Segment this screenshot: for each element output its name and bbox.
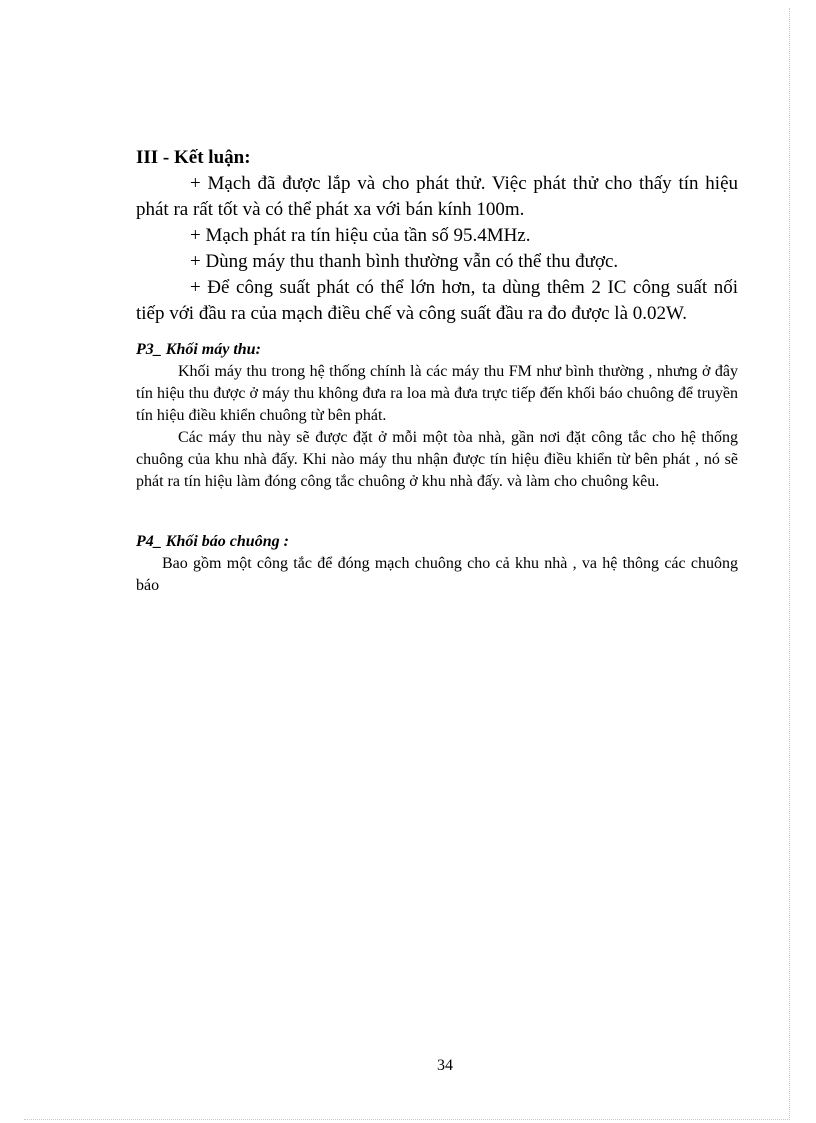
document-content: [136, 145, 738, 597]
bell-block-heading: P4_ Khối báo chuông :: [136, 533, 289, 550]
conclusion-heading: III - Kết luận:: [136, 147, 251, 168]
receiver-block-section: [136, 339, 738, 493]
bell-block-paragraph: Bao gồm một công tắc để đóng mạch chuông cho cả khu nhà , va hệ thông các chuông báo: [136, 555, 738, 594]
page-number: 34: [437, 1057, 453, 1074]
receiver-block-paragraph: Các máy thu này sẽ được đặt ở mỗi một tòa nhà, gần nơi đặt công tắc cho hệ thống chuông của khu nhà đấy. Khi nào máy thu nhận được tín hiệu điều khiển từ bên phát , nó sẽ phát ra tín hiệu làm đóng công tắc chuông ở khu nhà đấy. và làm cho chuông kêu.: [136, 429, 738, 490]
conclusion-paragraph: + Mạch đã được lắp và cho phát thử. Việc phát thử cho thấy tín hiệu phát ra rất tốt và có thể phát xa với bán kính 100m.: [136, 173, 738, 220]
conclusion-section: [136, 145, 738, 327]
conclusion-paragraph: + Dùng máy thu thanh bình thường vẫn có thể thu được.: [190, 251, 619, 272]
receiver-block-paragraph: Khối máy thu trong hệ thống chính là các máy thu FM như bình thường , nhưng ở đây tín hiệu thu được ở máy thu không đưa ra loa mà đưa trực tiếp đến khối báo chuông để truyền tín hiệu điều khiển chuông từ bên phát.: [136, 363, 738, 424]
bell-block-section: [136, 531, 738, 597]
conclusion-paragraph: + Để công suất phát có thể lớn hơn, ta dùng thêm 2 IC công suất nối tiếp với đầu ra của mạch điều chế và công suất đầu ra đo được là 0.02W.: [136, 277, 738, 324]
receiver-block-heading: P3_ Khối máy thu:: [136, 341, 261, 358]
conclusion-paragraph: + Mạch phát ra tín hiệu của tần số 95.4MHz.: [190, 225, 531, 246]
